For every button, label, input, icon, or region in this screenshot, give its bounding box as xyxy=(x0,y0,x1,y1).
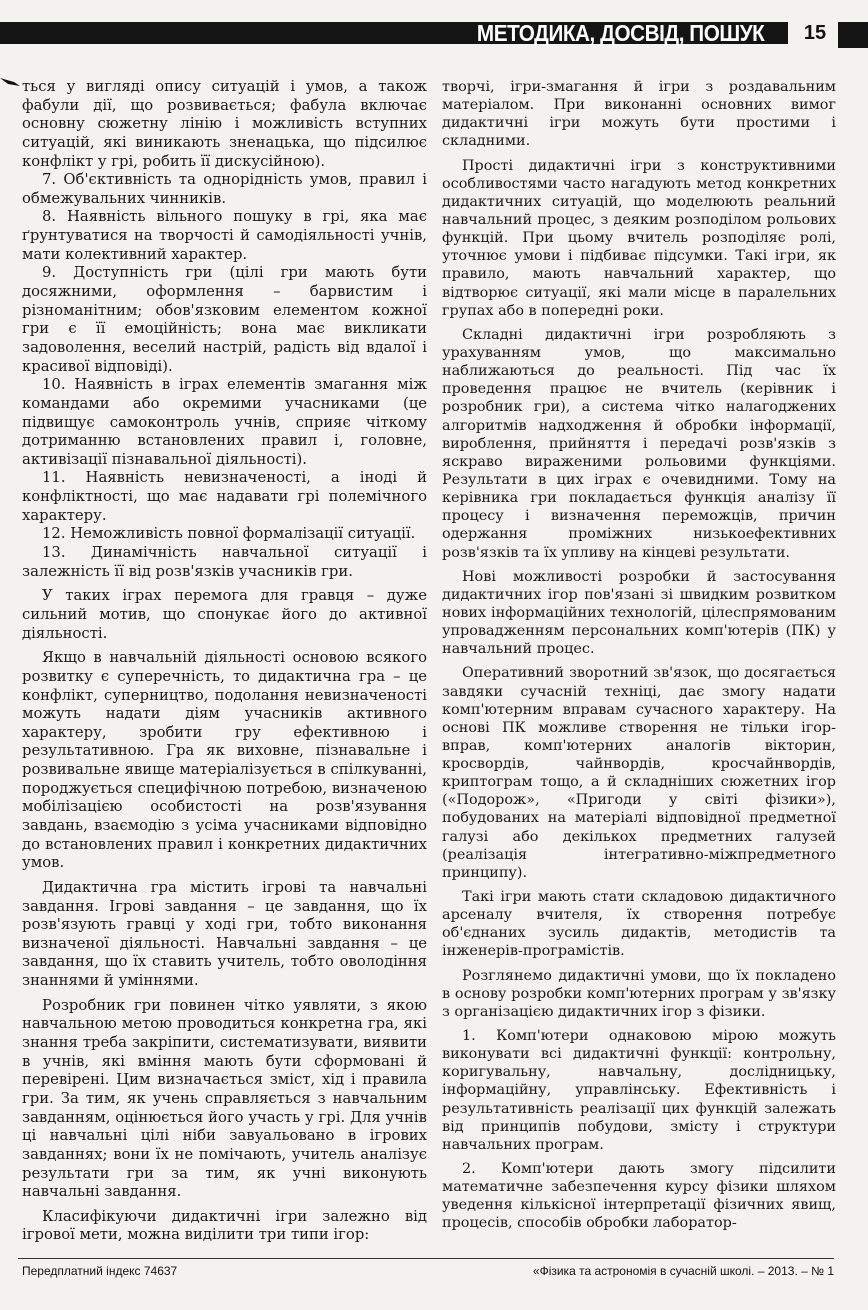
journal-citation: «Фізика та астрономія в сучасній школі. – 2013. – № 1 xyxy=(532,1264,834,1278)
paragraph: Розглянемо дидактичні умови, що їх покладено в основу розробки комп'ютерних програм у зв'язку з організацією дидактичних ігор з фізики. xyxy=(442,967,836,1020)
left-column xyxy=(22,78,427,1245)
paragraph: Нові можливості розробки й застосування дидактичних ігор пов'язані зі швидким розвитком нових інформаційних технологій, цілеспрямованим упровадженням персональних комп'ютерів (ПК) у навчальний процес. xyxy=(442,568,836,658)
subscription-index: Передплатний індекс 74637 xyxy=(22,1264,178,1278)
footer-divider xyxy=(18,1258,834,1259)
paragraph: Складні дидактичні ігри розробляють з урахуванням умов, що максимально наближаються до реальності. Під час їх проведення працює не вчитель (керівник і розробник гри), а система чітко налагоджених алгоритмів надходження й обробки інформації, вироблення, прийняття і передачі розв'язків з яскраво вираженими рольовими функціями. Результати в цих іграх є очевидними. Тому на керівника гри покладається функція аналізу її процесу і визначення переможців, причин одержання проміжних низькоефективних розв'язків та їх упливу на кінцеві результати. xyxy=(442,326,836,561)
list-item: 8. Наявність вільного пошуку в грі, яка має ґрунтуватися на творчості й самодіяльності учнів, мати колективний характер. xyxy=(22,208,427,263)
page-number: 15 xyxy=(803,22,827,44)
header-tab xyxy=(838,22,868,48)
paragraph: ться у вигляді опису ситуацій і умов, а також фабули дії, що розвивається; фабула включає основну сюжетну лінію і можливість вступних ситуацій, які виникають зненацька, що підсилює конфлікт у грі, робить її дискусійною). xyxy=(22,78,427,170)
list-item: 10. Наявність в іграх елементів змагання між командами або окремими учасниками (це підвищує самоконтроль учнів, сприяє чіткому дотриманню встановлених правил і, головне, активізації пізнавальної діяльності). xyxy=(22,376,427,468)
corner-mark-icon xyxy=(0,76,20,88)
page-header xyxy=(0,18,868,48)
list-item: 2. Комп'ютери дають змогу підсилити математичне забезпечення курсу фізики шляхом уведення кількісної інтерпретації фізичних явищ, процесів, способів обробки лаборатор- xyxy=(442,1161,836,1232)
list-item: 11. Наявність невизначеності, а іноді й конфліктності, що має надавати грі полемічного характеру. xyxy=(22,469,427,524)
list-item: 13. Динамічність навчальної ситуації і залежність її від розв'язків учасників гри. xyxy=(22,544,427,580)
paragraph: Класифікуючи дидактичні ігри залежно від ігрової мети, можна виділити три типи ігор: xyxy=(22,1207,427,1244)
paragraph: Розробник гри повинен чітко уявляти, з якою навчальною метою проводиться конкретна гра, які знання треба закріпити, систематизувати, виявити в учнів, які вміння мають бути сформовані й перевірені. Цим визначається зміст, хід і правила гри. За тим, як учень справляється з навчальним завданням, оцінюється його участь у грі. Для учнів ці навчальні цілі ніби завуальовано в ігрових завданнях; вони їх не помічають, учитель аналізує результати гри за тим, як учні виконують навчальні завдання. xyxy=(22,996,427,1201)
list-item: 7. Об'єктивність та однорідність умов, правил і обмежувальних чинників. xyxy=(22,171,427,207)
paragraph: Оперативний зворотний зв'язок, що досягається завдяки сучасній техніці, дає змогу надати комп'ютерним вправам сучасного характеру. На основі ПК можливе створення не тільки ігор-вправ, комп'ютерних аналогів вікторин, кросвордів, чайнвордів, кросчайнвордів, криптограм тощо, а й складніших сюжетних ігор («Подорож», «Пригоди у світі фізики»), побудованих на матеріалі відповідної предметної галузі або декількох предметних галузей (реалізація інтегративно-міжпредметного принципу). xyxy=(442,665,836,881)
paragraph: Прості дидактичні ігри з конструктивними особливостями часто нагадують метод конкретних дидактичних ситуацій, що моделюють реальний навчальний процес, з деяким розподілом рольових функцій. При цьому вчитель розподіляє ролі, уточнює умови і підбиває підсумки. Такі ігри, як правило, мають навчальний характер, що відтворює ситуації, які мали місце в паралельних групах або в попередні роки. xyxy=(442,157,836,319)
right-column xyxy=(442,78,836,1233)
paragraph: Дидактична гра містить ігрові та навчальні завдання. Ігрові завдання – це завдання, що їх розв'язують гравці у ході гри, тобто виконання визначеної діяльності. Навчальні завдання – це завдання, що їх ставить учитель, тобто оволодіння знаннями й уміннями. xyxy=(22,878,427,990)
paragraph: Якщо в навчальній діяльності основою всякого розвитку є суперечність, то дидактична гра – це конфлікт, суперництво, подолання невизначеності можуть надати діям учасників активного характеру, зробити гру ефективною і результативною. Гра як виховне, пізнавальне і розвивальне явище матеріалізується в спілкуванні, породжується специфічною потребою, визначеною мобілізацією особистості на розв'язування завдань, взаємодію з усіма учасниками відповідно до встановлених правил і конкретних дидактичних умов. xyxy=(22,649,427,872)
paragraph: У таких іграх перемога для гравця – дуже сильний мотив, що спонукає його до активної діяльності. xyxy=(22,587,427,642)
paragraph: Такі ігри мають стати складовою дидактичного арсеналу вчителя, їх створення потребує об'єднаних зусиль дидактів, методистів та інженерів-програмістів. xyxy=(442,889,836,960)
section-title: МЕТОДИКА, ДОСВІД, ПОШУК xyxy=(476,20,764,46)
paragraph: творчі, ігри-змагання й ігри з роздавальним матеріалом. При виконанні основних вимог дидактичні ігри можуть бути простими і складними. xyxy=(442,79,836,150)
list-item: 9. Доступність гри (цілі гри мають бути досяжними, оформлення – барвистим і різноманітним; обов'язковим елементом кожної гри є її емоційність; вона має викликати задоволення, веселий настрій, радість від вдалої і красивої відповіді). xyxy=(22,264,427,375)
list-item: 12. Неможливість повної формалізації ситуації. xyxy=(42,525,416,543)
list-item: 1. Комп'ютери однаковою мірою можуть виконувати всі дидактичні функції: контрольну, коригувальну, навчальну, дослідницьку, інформаційну, управлінську. Ефективність і результативність реалізації цих функцій залежать від принципів побудови, змісту і структури навчальних програм. xyxy=(442,1028,836,1153)
